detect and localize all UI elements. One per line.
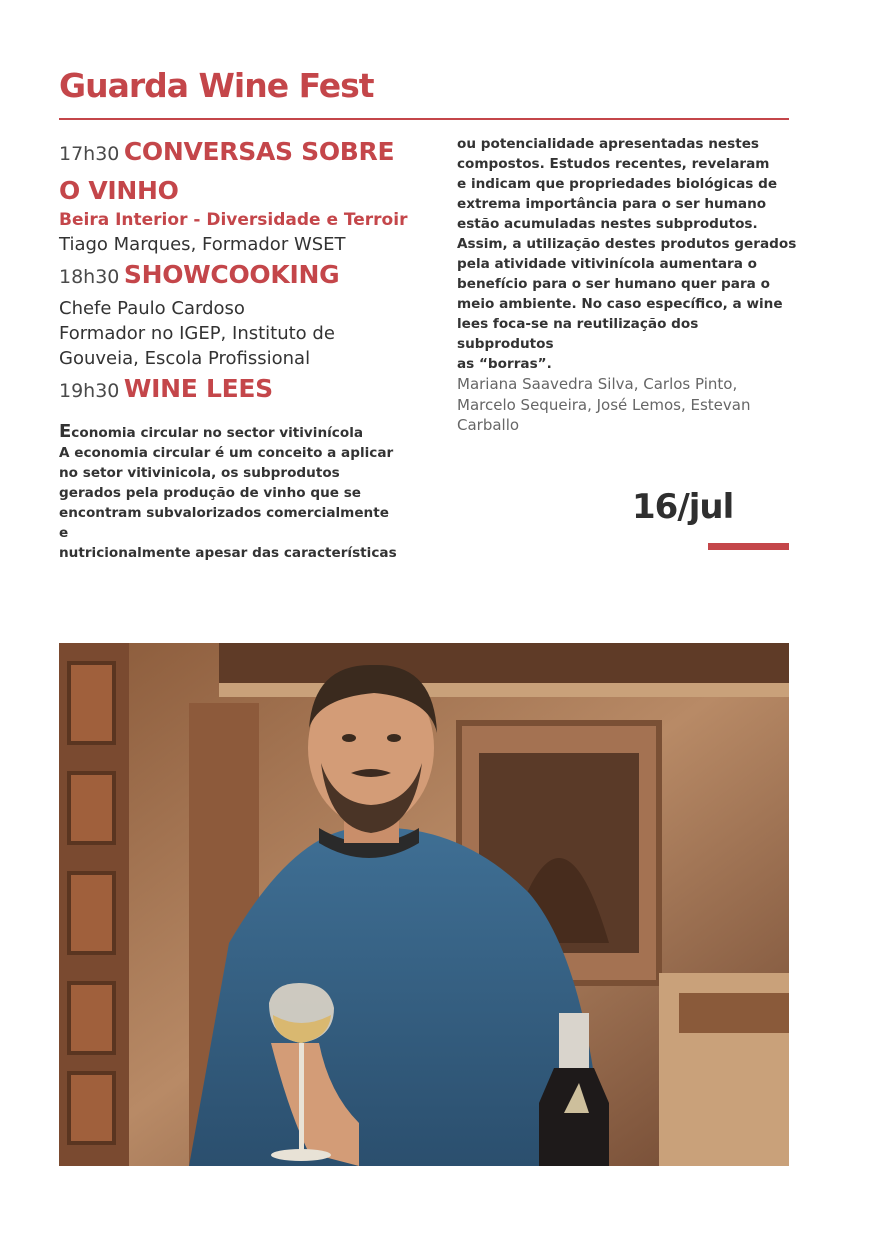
authors	[457, 374, 797, 436]
text-line: benefício para o ser humano quer para o	[457, 276, 770, 292]
event-speaker-role: Gouveia, Escola Profissional	[59, 348, 311, 369]
text-line: A economia circular é um conceito a aplicar	[59, 445, 394, 461]
text-line: no setor vitivinicola, os subprodutos	[59, 465, 340, 481]
event-time: 18h30	[59, 266, 120, 288]
author-line: Mariana Saavedra Silva, Carlos Pinto,	[457, 375, 738, 393]
title-divider	[59, 118, 789, 120]
text-line: extrema importância para o ser humano	[457, 196, 767, 212]
text-line: gerados pela produção de vinho que se	[59, 485, 362, 501]
event-speaker: Tiago Marques, Formador WSET	[59, 234, 346, 255]
event-speaker-role: Formador no IGEP, Instituto de	[59, 323, 335, 344]
text-line: encontram subvalorizados comercialmente e	[59, 505, 389, 541]
event-title-cont: O VINHO	[59, 176, 179, 205]
event-1	[59, 134, 409, 257]
wine-lees-continued	[457, 134, 797, 436]
text-line: lees foca-se na reutilização dos subprodutos	[457, 316, 699, 352]
event-title: CONVERSAS SOBRE	[123, 137, 395, 166]
text-line: meio ambiente. No caso específico, a wine	[457, 296, 783, 312]
event-3	[59, 371, 409, 410]
text-line: pela atividade vitivinícola aumentara o	[457, 256, 757, 272]
event-speaker: Chefe Paulo Cardoso	[59, 298, 245, 319]
text-line: nutricionalmente apesar das características	[59, 545, 397, 561]
text-line: estão acumuladas nestes subprodutos.	[457, 216, 758, 232]
text-line: compostos. Estudos recentes, revelaram	[457, 156, 770, 172]
event-date: 16/jul	[632, 487, 734, 527]
text-line: Assim, a utilização destes produtos gerados	[457, 236, 797, 252]
wine-lees-description	[59, 422, 399, 563]
text-line: ou potencialidade apresentadas nestes	[457, 136, 760, 152]
schedule-column	[59, 134, 409, 410]
photo-illustration	[59, 643, 789, 1166]
date-underline	[708, 543, 789, 550]
event-2	[59, 257, 409, 371]
wine-lees-heading: Economia circular no sector vitivinícola	[59, 421, 364, 442]
event-title: SHOWCOOKING	[123, 260, 340, 289]
page-title: Guarda Wine Fest	[59, 66, 374, 105]
text-line: e indicam que propriedades biológicas de	[457, 176, 778, 192]
event-title: WINE LEES	[123, 374, 273, 403]
event-subtitle: Beira Interior - Diversidade e Terroir	[59, 210, 408, 230]
event-time: 19h30	[59, 380, 120, 402]
author-line: Carballo	[457, 416, 520, 434]
dropcap: E	[59, 421, 72, 442]
author-line: Marcelo Sequeira, José Lemos, Estevan	[457, 395, 751, 414]
event-time: 17h30	[59, 143, 120, 165]
text-line: as “borras”.	[457, 356, 552, 372]
speaker-photo	[59, 643, 789, 1166]
